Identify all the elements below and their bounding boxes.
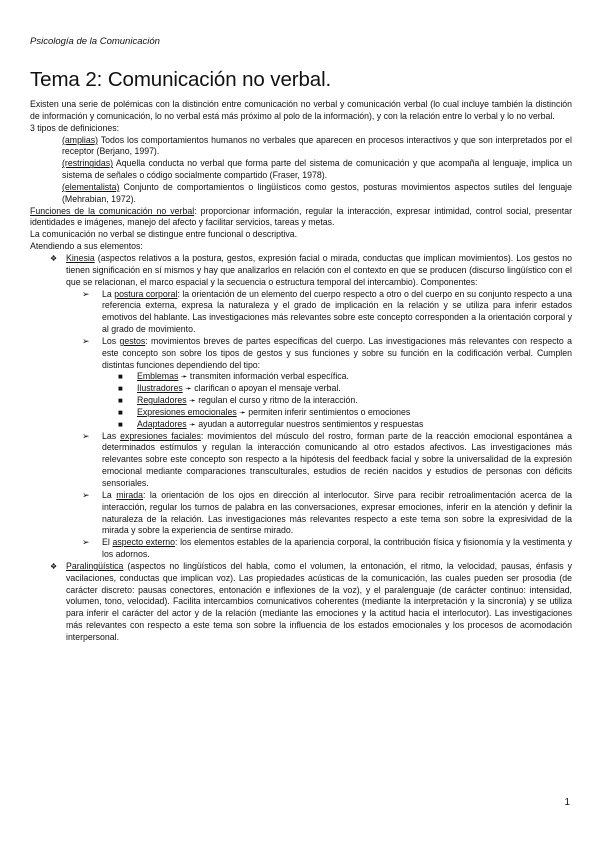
kinesia-paragraph — [66, 253, 572, 289]
small-arrow-icon: ➛ — [189, 396, 196, 406]
component-prefix: Las — [102, 430, 121, 441]
square-bullet-icon: ■ — [118, 384, 123, 394]
gesture-type-text: permiten inferir sentimientos o emociones — [245, 406, 411, 417]
square-bullet-icon: ■ — [118, 419, 123, 429]
gesture-type-term: Emblemas — [137, 371, 179, 382]
component-text: : la orientación de los ojos en dirección al interlocutor. Sirve para recibir retroalimentación acerca de la interacción, regular los turnos de palabra en las conversaciones, expresar emociones, inferir en la atención y definir la naturaleza de la relación. Las investigaciones más relevantes respecto a este tema son sobre la expresividad de la mirada y sobre la experiencia de sentirse mirado. — [102, 489, 572, 536]
functions-paragraph — [30, 206, 572, 230]
definition-text: Aquella conducta no verbal que forma parte del sistema de comunicación y que acompaña al lenguaje, implica un sistema de señales o código socialmente compartido (Fraser, 1978). — [62, 158, 572, 181]
definition-text: Conjunto de comportamientos o lingüísticos como gestos, posturas movimientos aspectos sutiles del lenguaje (Mehrabian, 1972). — [62, 181, 572, 204]
definition-item — [30, 158, 572, 182]
gesture-type-item — [30, 383, 572, 395]
paralinguistica-section — [30, 561, 572, 644]
component-text: : movimientos del músculo del rostro, forman parte de la reacción emocional espontánea a determinados estímulos y regulan la interacción comunicando al otro estados afectivos. Las investigaciones más relevantes sobre este concepto son respecto a la hipótesis del feedback facial y sobre la universalidad de la expresión emocional mediante comparaciones transculturales, estudios de recién nacidos y estudios de personas con déficits sensoriales. — [102, 430, 572, 488]
page-number: 1 — [564, 797, 570, 808]
component-prefix: La — [102, 288, 115, 299]
paralinguistica-paragraph — [66, 561, 572, 644]
component-prefix: La — [102, 489, 117, 500]
gesture-type-text: ayudan a autorregular nuestros sentimientos y respuestas — [195, 418, 424, 429]
definition-item — [30, 182, 572, 206]
intro-paragraph: Existen una serie de polémicas con la distinción entre comunicación no verbal y comunicación verbal (lo cual incluye también la distinción de información y comunicación, lo no verbal está más próximo al polo de la información), y con la relación entre lo verbal y lo no verbal. — [30, 99, 572, 121]
component-expresiones — [30, 431, 572, 490]
definition-term: (restringidas) — [62, 158, 114, 169]
gesture-type-term: Reguladores — [137, 395, 187, 406]
component-term: mirada — [116, 489, 143, 500]
gesture-type-text: clarifican o apoyan el mensaje verbal. — [191, 383, 341, 394]
gesture-type-term: Expresiones emocionales — [137, 406, 237, 417]
definition-item — [30, 135, 572, 159]
component-prefix: Los — [102, 335, 120, 346]
attending-line: Atendiendo a sus elementos: — [30, 241, 143, 252]
kinesia-term: Kinesia — [66, 252, 95, 263]
component-text: : los elementos estables de la apariencia corporal, la contribución física y fisionomía y la vestimenta y los adornos. — [102, 537, 572, 560]
diamond-bullet-icon: ❖ — [50, 561, 58, 571]
component-text: : la orientación de un elemento del cuerpo respecto a otro o del cuerpo en su conjunto respecto a una referencia externa, expresa la naturaleza y el grado de implicación en la relación y se utiliza para inferir estados emotivos del hablante. Las investigaciones más relevantes sobre este concepto corresponden a la orientación corporal y al grado de movimiento. — [102, 288, 573, 335]
gesture-type-term: Adaptadores — [137, 418, 187, 429]
component-term: gestos — [119, 335, 146, 346]
arrow-bullet-icon: ➢ — [82, 537, 90, 548]
arrow-bullet-icon: ➢ — [82, 430, 90, 441]
component-gestos — [30, 336, 572, 372]
kinesia-section — [30, 253, 572, 289]
component-term: expresiones faciales — [120, 430, 201, 441]
small-arrow-icon: ➛ — [189, 419, 196, 429]
functions-text: : proporcionar información, regular la interacción, expresar intimidad, control social, presentar identidades e imágenes, manejo del afecto y facilitar servicios, tareas y metas. — [30, 205, 572, 228]
small-arrow-icon: ➛ — [185, 384, 192, 394]
component-text: : movimientos breves de partes específicas del cuerpo. Las investigaciones más relevantes con respecto a este concepto son sobre los tipos de gestos y sus funciones y sobre su función en la codificación verbal. Cumplen distintas funciones dependiendo del tipo: — [102, 335, 572, 370]
definition-term: (amplias) — [62, 134, 98, 145]
arrow-bullet-icon: ➢ — [82, 489, 90, 500]
component-term: aspecto externo — [112, 537, 175, 548]
small-arrow-icon: ➛ — [239, 407, 246, 417]
gesture-type-item — [30, 395, 572, 407]
paralinguistica-term: Paralingüística — [66, 560, 124, 571]
definition-text: Todos los comportamientos humanos no verbales que aparecen en procesos interactivos y que son interpretados por el receptor (Berjano, 1997). — [62, 134, 572, 157]
gesture-type-item — [30, 371, 572, 383]
square-bullet-icon: ■ — [118, 407, 123, 417]
page-title: Tema 2: Comunicación no verbal. — [30, 68, 332, 91]
arrow-bullet-icon: ➢ — [82, 288, 90, 299]
gesture-type-text: regulan el curso y ritmo de la interacción. — [195, 395, 358, 406]
gesture-type-text: transmiten información verbal específica. — [187, 371, 349, 382]
distinction-line: La comunicación no verbal se distingue entre funcional o descriptiva. — [30, 229, 298, 240]
component-mirada — [30, 490, 572, 537]
gesture-type-term: Ilustradores — [137, 383, 183, 394]
square-bullet-icon: ■ — [118, 396, 123, 406]
square-bullet-icon: ■ — [118, 372, 123, 382]
gesture-type-item — [30, 419, 572, 431]
running-header: Psicología de la Comunicación — [30, 36, 160, 47]
arrow-bullet-icon: ➢ — [82, 335, 90, 346]
functions-term: Funciones de la comunicación no verbal — [30, 205, 195, 216]
kinesia-text: (aspectos relativos a la postura, gestos, expresión facial o mirada, conductas que implican movimientos). Los gestos no tienen significación en sí mismos y hay que analizarlos en relación con el contexto en que se producen (discurso lingüístico con el que se relacionan, el marco espacial y la secuencia o estructura temporal del intercambio). Componentes: — [66, 252, 572, 287]
small-arrow-icon: ➛ — [180, 372, 188, 382]
component-term: postura corporal — [114, 288, 178, 299]
diamond-bullet-icon: ❖ — [50, 253, 58, 263]
component-postura — [30, 289, 572, 336]
component-aspecto — [30, 537, 572, 561]
component-prefix: El — [102, 537, 113, 548]
paralinguistica-text: (aspectos no lingüísticos del habla, como el volumen, la entonación, el ritmo, la velocidad, pausas, énfasis y vacilaciones, conductas que implican voz). Las propiedades acústicas de la comunicación, las cuales pueden ser prosodia (de carácter discreto: pausas conectores, entonación e inflexiones de la voz), y el paralenguaje (de carácter continuo: intensidad, volumen, tono, velocidad). Facilita intercambios comunicativos coherentes (mediante la interpretación y la sincronía) y se utiliza para inferir el carácter del actor y de la relación (mediante las emociones y la actitud hacia el interlocutor). Las investigaciones más relevantes con respecto a este tema son sobre la influencia de los estados emocionales y los procesos de acomodación interpersonal. — [66, 560, 572, 642]
document-body — [30, 99, 572, 644]
gesture-type-item — [30, 407, 572, 419]
definition-term: (elementalista) — [62, 181, 120, 192]
definitions-heading: 3 tipos de definiciones: — [30, 122, 120, 133]
